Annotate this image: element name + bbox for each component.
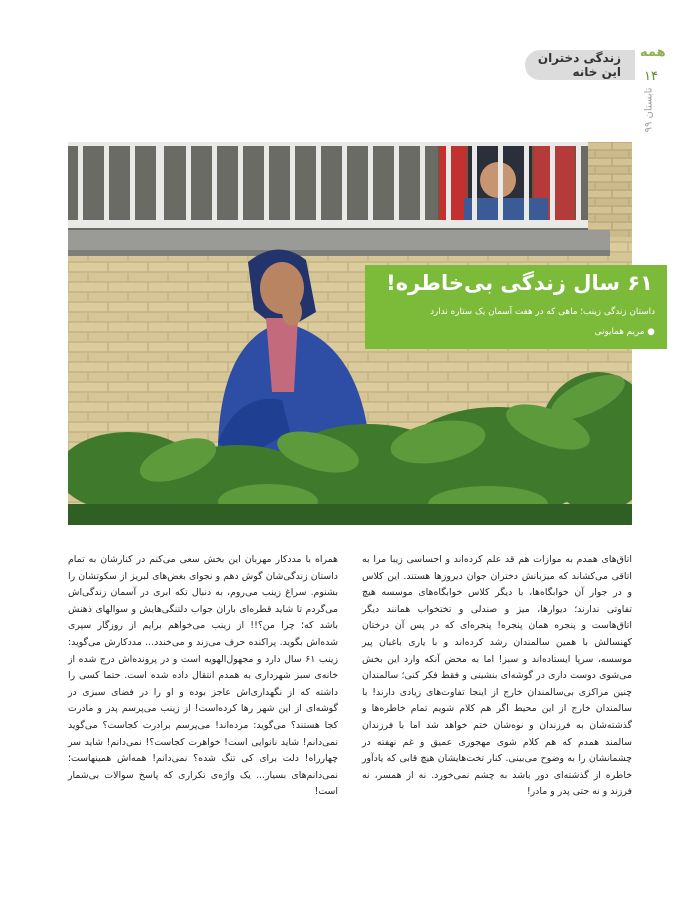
- page-number: ۱۴: [644, 69, 658, 84]
- headline-box: [365, 265, 667, 349]
- article-subtitle: داستان زندگی زینب؛ ماهی که در هفت آسمان یک ستاره ندارد: [430, 307, 655, 317]
- paragraph: همراه با مددکار مهربان این بخش سعی می‌کنم در کنارشان به تمام داستان زندگی‌شان گوش دهم و نجوای بغض‌های لبریز از سکوتشان را بشنوم. سراغ زینب می‌روم، به دنبال تکه ابری در آسمان زندگی‌اش می‌گردم تا شاید قطره‌ای باران جواب دلتنگی‌هایش و سوالهای ذهنش باشد که؛ چرا من؟!! از زینب می‌خواهم برایم از روزگار سپری شده‌اش بگوید. پراکنده حرف می‌زند و می‌خندد... مددکارش می‌گوید: زینب ۶۱ سال دارد و مجهول‌الهویه است و در پرونده‌اش درج شده از خانه‌ی سبز شهرداری به همدم انتقال داده شده است. حتما کسی را داشته که از نگهداری‌اش عاجز بوده و او را در فضای سبزی در گوشه‌ای از این شهر رها کرده‌است! از زینب می‌پرسم پدر و مادرت کجا هستند؟ می‌گوید: مرده‌اند! می‌پرسم برادرت کجاست؟ می‌گوید نمی‌دانم! شاید نانوایی است! خواهرت کجاست؟! نمی‌دانم! شاید سر چهارراه! دلت برای کی تنگ شده؟ نمی‌دانم! همه‌اش همینهاست؛ نمی‌دانم‌های بسیار... یک واژه‌ی تکراری که پاسخ سوالات بی‌شمار است!: [68, 554, 338, 798]
- article-column-right: [362, 552, 632, 801]
- issue-label: تابستان ۹۹: [643, 87, 655, 133]
- magazine-logo: همه: [640, 45, 666, 60]
- paragraph: اتاق‌های همدم به موازات هم قد علم کرده‌اند و احساسی زیبا مرا به اتاقی می‌کشاند که میزبانش دختران جوان دیروزها هستند. این کلاس و در جوار آن خوابگاه‌ها، با دیگر کلاس خوابگاه‌های موسسه هیچ تفاوتی ندارند؛ دیوارها، میز و صندلی و تختخواب همانند دیگر اتاق‌هاست و پنجره همان پنجره! پنجره‌ای که در پس آن درختان کهنسالش با همین سالمندان رشد کرده‌اند و با یاری باغبان پیر موسسه، سرپا ایستاده‌اند و سبز! اما به محض آنکه وارد این بخش می‌شوی دوست داری در گوشه‌ای بنشینی و فقط فکر کنی؛ سالمندان چنین مراکزی بی‌سالمندان خارج از اینجا تفاوت‌های زیادی دارند! با سالمندان خارج از این محیط اگر هم کلام شویم تمام خاطره‌ها و گذشته‌شان به فرزندان و نوه‌شان ختم خواهد شد اما با فرزندان سالمند همدم که هم کلام شوی مهجوری عمیق و غم نهفته در چشمانشان را به وضوح می‌بینی. کنار تخت‌هایشان هیچ قابی که یادآور خاطره از گذشته‌ای دور باشد به چشم نمی‌خورد. نه از همسر، نه فرزند و نه حتی پدر و مادر!: [362, 554, 632, 798]
- article-column-left: [68, 552, 338, 801]
- article-title: ۶۱ سال زندگی بی‌خاطره!: [386, 271, 653, 295]
- author-name: مریم همایونی: [594, 327, 645, 337]
- section-label: زندگی دختران این خانه: [525, 50, 635, 80]
- bullet-icon: ●: [644, 327, 655, 337]
- article-author: [595, 327, 655, 337]
- page-marker: [636, 45, 666, 205]
